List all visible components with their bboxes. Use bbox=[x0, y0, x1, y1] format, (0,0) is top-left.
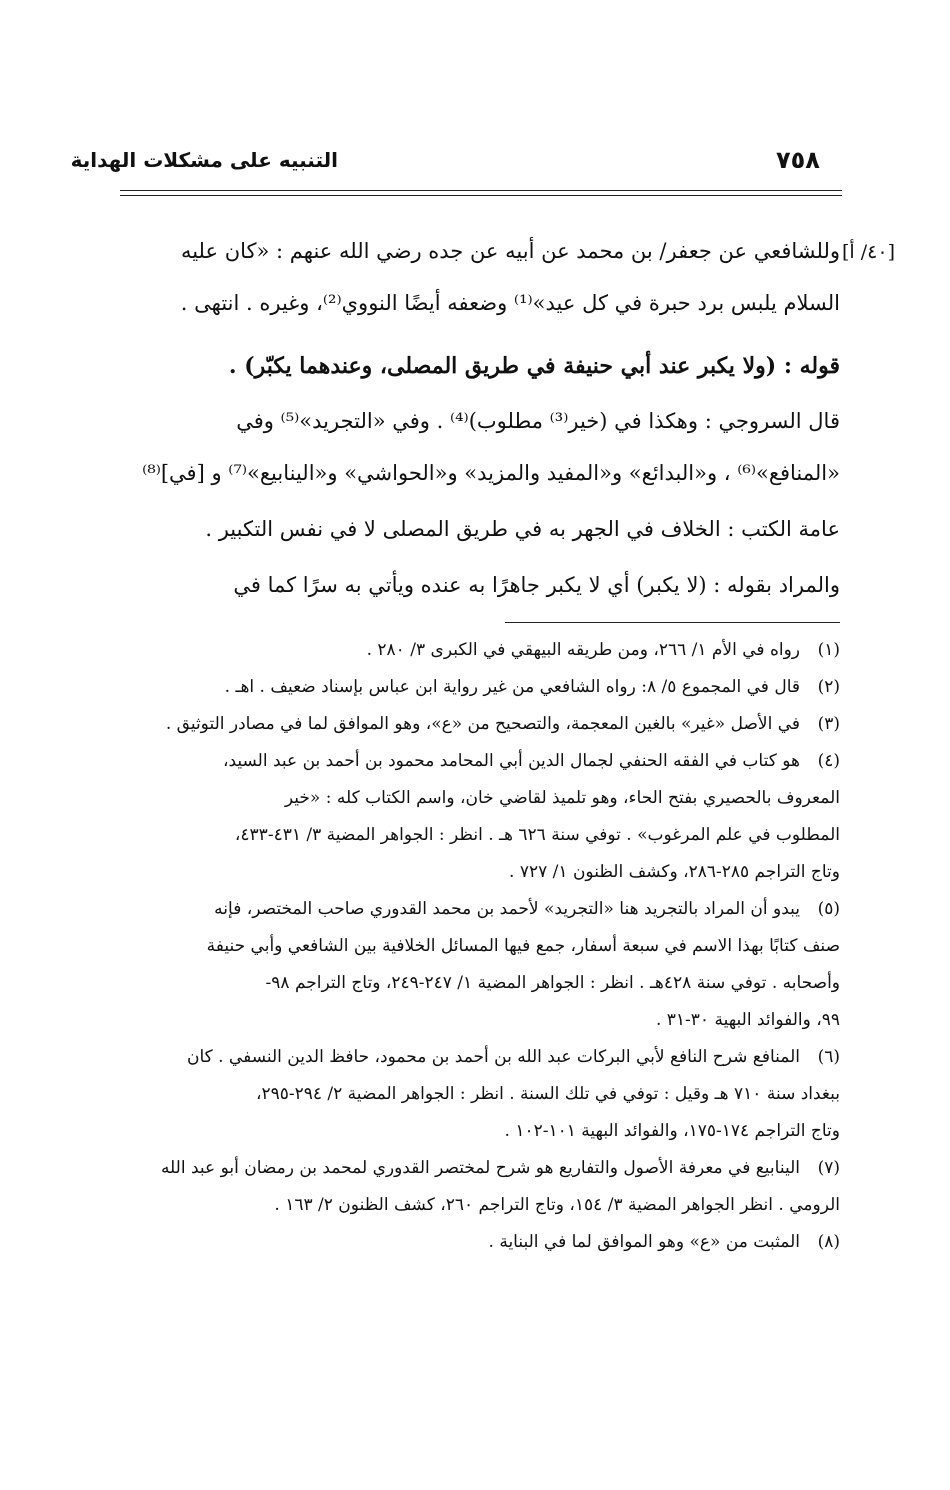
footnote-text: وتاج التراجم ٢٨٥-٢٨٦، وكشف الظنون ١/ ٧٢٧ . bbox=[509, 862, 840, 882]
footnote-text: يبدو أن المراد بالتجريد هنا «التجريد» لأحمد بن محمد القدوري صاحب المختصر، فإنه bbox=[214, 899, 800, 919]
page-number: ٧٥٨ bbox=[776, 146, 820, 174]
footnote-text: ببغداد سنة ٧١٠ هـ وقيل : توفي في تلك السنة . انظر : الجواهر المضية ٢/ ٢٩٤-٢٩٥، bbox=[255, 1084, 840, 1104]
footnote-text: وتاج التراجم ١٧٤-١٧٥، والفوائد البهية ١٠١-١٠٢ . bbox=[504, 1121, 840, 1141]
footnote-text: صنف كتابًا بهذا الاسم في سبعة أسفار، جمع فيها المسائل الخلافية بين الشافعي وأبي حنيفة bbox=[206, 936, 840, 956]
footnote-separator bbox=[505, 622, 840, 623]
footnote-text: قال في المجموع ٥/ ٨: رواه الشافعي من غير رواية ابن عباس بإسناد ضعيف . اهـ . bbox=[224, 677, 800, 697]
header-rule bbox=[120, 190, 842, 191]
footnote-text: رواه في الأم ١/ ٢٦٦، ومن طريقه البيهقي في الكبرى ٣/ ٢٨٠ . bbox=[366, 640, 800, 660]
body-line: وللشافعي عن جعفر/ بن محمد عن أبيه عن جده رضي الله عنهم : «كان عليه bbox=[180, 239, 840, 263]
footnote-number: (٦) bbox=[817, 1047, 840, 1067]
body-line: قال السروجي : وهكذا في (خير⁽³⁾ مطلوب)⁽⁴⁾ . وفي «التجريد»⁽⁵⁾ وفي bbox=[236, 409, 840, 433]
footnote-text: المنافع شرح النافع لأبي البركات عبد الله بن أحمد بن محمود، حافظ الدين النسفي . كان bbox=[186, 1047, 800, 1067]
footnote-text: وأصحابه . توفي سنة ٤٢٨هـ . انظر : الجواهر المضية ١/ ٢٤٧-٢٤٩، وتاج التراجم ٩٨- bbox=[265, 973, 840, 993]
footnote-number: (٥) bbox=[817, 899, 840, 919]
footnote-number: (١) bbox=[817, 640, 840, 660]
header-rule-secondary bbox=[120, 195, 842, 196]
footnote-text: هو كتاب في الفقه الحنفي لجمال الدين أبي المحامد محمود بن أحمد بن عبد السيد، bbox=[222, 751, 800, 771]
quoted-statement: قوله : (ولا يكبر عند أبي حنيفة في طريق المصلى، وعندهما يكبّر) . bbox=[228, 353, 840, 379]
footnote-text: الرومي . انظر الجواهر المضية ٣/ ١٥٤، وتاج التراجم ٢٦٠، كشف الظنون ٢/ ١٦٣ . bbox=[274, 1195, 840, 1215]
footnote-text: الينابيع في معرفة الأصول والتفاريع هو شرح لمختصر القدوري لمحمد بن رمضان أبو عبد الله bbox=[160, 1158, 800, 1178]
footnote-number: (٨) bbox=[817, 1232, 840, 1252]
footnote-text: المثبت من «ع» وهو الموافق لما في البناية . bbox=[488, 1232, 800, 1252]
footnote-text: في الأصل «غير» بالغين المعجمة، والتصحيح من «ع»، وهو الموافق لما في مصادر التوثيق . bbox=[165, 714, 800, 734]
running-header-title: التنبيه على مشكلات الهداية bbox=[70, 148, 338, 172]
footnote-number: (٢) bbox=[817, 677, 840, 697]
body-line: «المنافع»⁽⁶⁾ ، و«البدائع» و«المفيد والمزيد» و«الحواشي» و«الينابيع»⁽⁷⁾ و [في]⁽⁸⁾ bbox=[142, 461, 840, 485]
footnote-text: المطلوب في علم المرغوب» . توفي سنة ٦٢٦ هـ . انظر : الجواهر المضية ٣/ ٤٣١-٤٣٣، bbox=[234, 825, 840, 845]
body-line: والمراد بقوله : (لا يكبر) أي لا يكبر جاهرًا به عنده ويأتي به سرًا كما في bbox=[233, 573, 840, 597]
manuscript-folio-marker: [٤٠/ أ] bbox=[842, 241, 895, 263]
footnote-number: (٧) bbox=[817, 1158, 840, 1178]
footnote-text: ٩٩، والفوائد البهية ٣٠-٣١ . bbox=[655, 1010, 840, 1030]
body-line: عامة الكتب : الخلاف في الجهر به في طريق المصلى لا في نفس التكبير . bbox=[205, 517, 840, 541]
footnote-number: (٤) bbox=[817, 751, 840, 771]
body-line: السلام يلبس برد حبرة في كل عيد»⁽¹⁾ وضعفه أيضًا النووي⁽²⁾، وغيره . انتهى . bbox=[180, 291, 840, 315]
footnote-number: (٣) bbox=[817, 714, 840, 734]
footnote-text: المعروف بالحصيري بفتح الحاء، وهو تلميذ لقاضي خان، واسم الكتاب كله : «خير bbox=[284, 788, 840, 808]
